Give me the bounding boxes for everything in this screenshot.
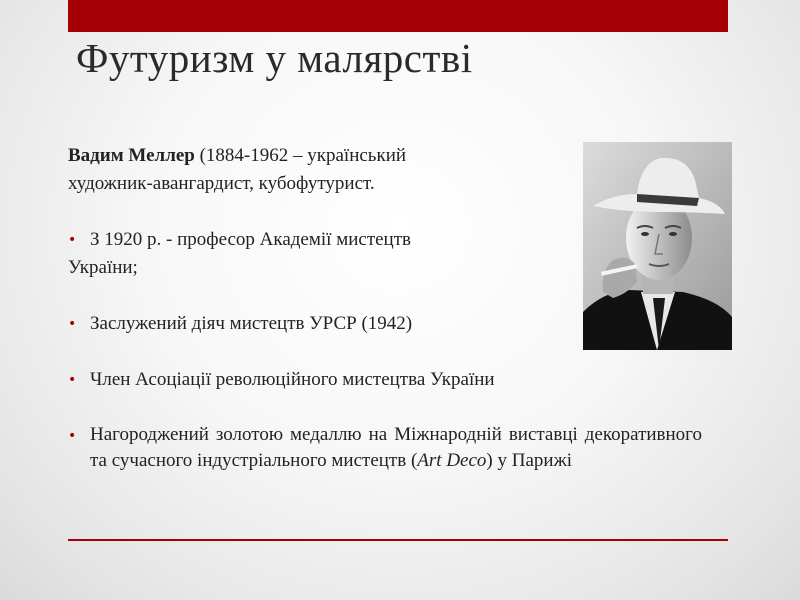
artist-name: Вадим Меллер <box>68 145 195 166</box>
bullet-icon: • <box>68 372 77 388</box>
bullet-icon: • <box>68 232 77 248</box>
art-deco-term: Art Deco <box>417 450 487 471</box>
bullet-item <box>68 422 702 474</box>
bullet-icon: • <box>68 428 77 444</box>
bullet-text-after: ) у Парижі <box>486 450 572 471</box>
bullet-text-continuation: України; <box>68 257 138 278</box>
bullet-text <box>68 422 702 474</box>
bullet-icon: • <box>68 316 77 332</box>
slide-title: Футуризм у малярстві <box>76 35 473 81</box>
intro-line-1-rest: (1884-1962 – український <box>194 145 407 166</box>
bullet-text: З 1920 р. - професор Академії мистецтв <box>90 229 411 250</box>
bullet-text: Заслужений діяч мистецтв УРСР (1942) <box>90 313 413 334</box>
intro-line-2: художник-авангардист, кубофутурист. <box>68 173 375 194</box>
bottom-divider <box>68 539 728 541</box>
bullet-item <box>68 366 702 394</box>
bullet-text-before: Нагороджений золотою медаллю на Міжнародній виставці декоративного та сучасного індустріального мистецтв ( <box>90 424 702 471</box>
portrait-photo-icon <box>583 142 732 350</box>
portrait-photo <box>583 142 732 350</box>
top-accent-bar <box>68 0 728 32</box>
bullet-text: Член Асоціації революційного мистецтва України <box>90 369 495 390</box>
